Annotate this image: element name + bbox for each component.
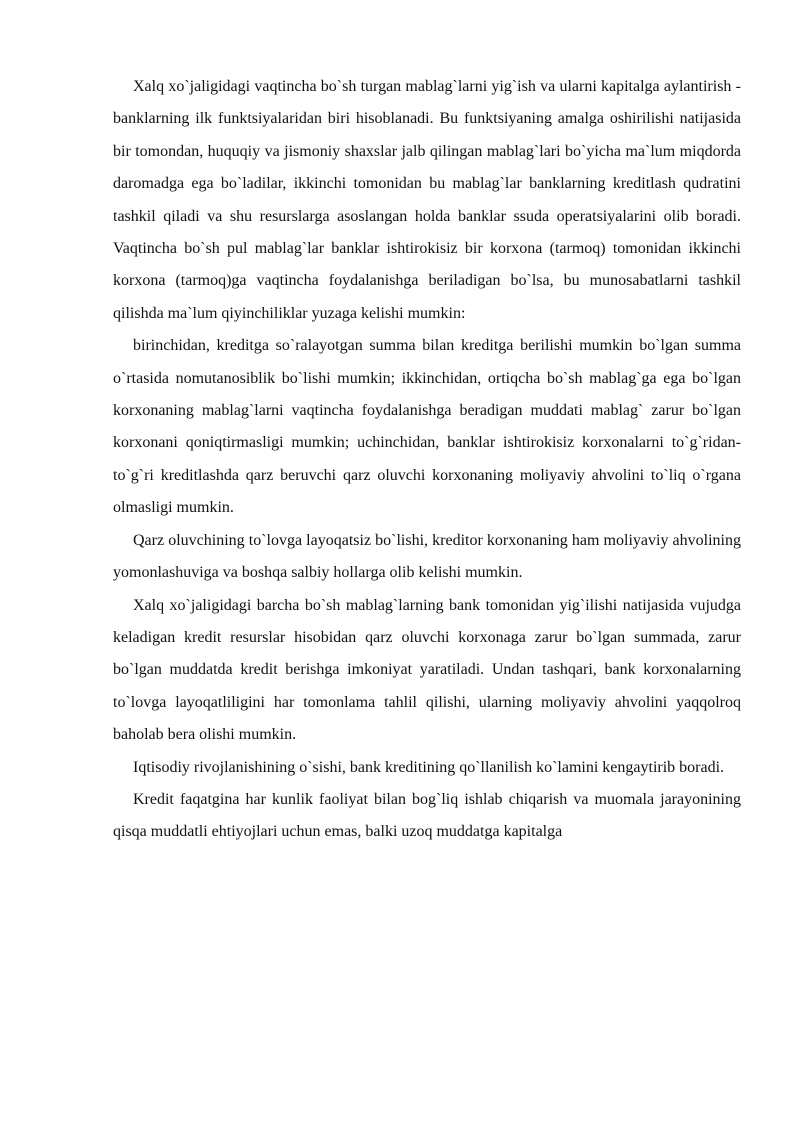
paragraph-5: Iqtisodiy rivojlanishining o`sishi, bank kreditining qo`llanilish ko`lamini kengaytirib boradi. <box>133 758 725 776</box>
paragraph-4: Xalq xo`jaligidagi barcha bo`sh mablag`larning bank tomonidan yig`ilishi natijasida vujudga keladigan kredit resurslar hisobidan qarz oluvchi korxonaga zarur bo`lgan summada, zarur bo`lgan muddatda kredit berishga imkoniyat yaratiladi. Undan tashqari, bank korxonalarning to`lovga layoqatliligini har tomonlama tahlil qilishi, ularning moliyaviy ahvolini yaqqolroq baholab bera olishi mumkin. <box>113 596 741 744</box>
paragraph-6: Kredit faqatgina har kunlik faoliyat bilan bog`liq ishlab chiqarish va muomala jarayonining qisqa muddatli ehtiyojlari uchun emas, balki uzoq muddatga kapitalga <box>113 790 741 841</box>
paragraph-1: Xalq xo`jaligidagi vaqtincha bo`sh turgan mablag`larni yig`ish va ularni kapitalga aylantirish - banklarning ilk funktsiyalaridan biri hisoblanadi. Bu funktsiyaning amalga oshirilishi natijasida bir tomondan, huquqiy va jismoniy shaxslar jalb qilingan mablag`lari bo`yicha ma`lum miqdorda daromadga ega bo`ladilar, ikkinchi tomonidan bu mablag`lar banklarning kreditlash qudratini tashkil qiladi va shu resurslarga asoslangan holda banklar ssuda operatsiyalarini olib boradi. Vaqtincha bo`sh pul mablag`lar banklar ishtirokisiz bir korxona (tarmoq) tomonidan ikkinchi korxona (tarmoq)ga vaqtincha foydalanishga beriladigan bo`lsa, bu munosabatlarni tashkil qilishda ma`lum qiyinchiliklar yuzaga kelishi mumkin: <box>113 78 741 322</box>
document-page <box>113 71 741 849</box>
paragraph-3: Qarz oluvchining to`lovga layoqatsiz bo`lishi, kreditor korxonaning ham moliyaviy ahvolining yomonlashuviga va boshqa salbiy hollarga olib kelishi mumkin. <box>113 531 741 582</box>
paragraph-2: birinchidan, kreditga so`ralayotgan summa bilan kreditga berilishi mumkin bo`lgan summa o`rtasida nomutanosiblik bo`lishi mumkin; ikkinchidan, ortiqcha bo`sh mablag`ga ega bo`lgan korxonaning mablag`larni vaqtincha foydalanishga beradigan muddati mablag` zarur bo`lgan korxonani qoniqtirmasligi mumkin; uchinchidan, banklar ishtirokisiz korxonalarni to`g`ridan-to`g`ri kreditlashda qarz beruvchi qarz oluvchi korxonaning moliyaviy ahvolini to`liq o`rgana olmasligi mumkin. <box>113 337 741 517</box>
